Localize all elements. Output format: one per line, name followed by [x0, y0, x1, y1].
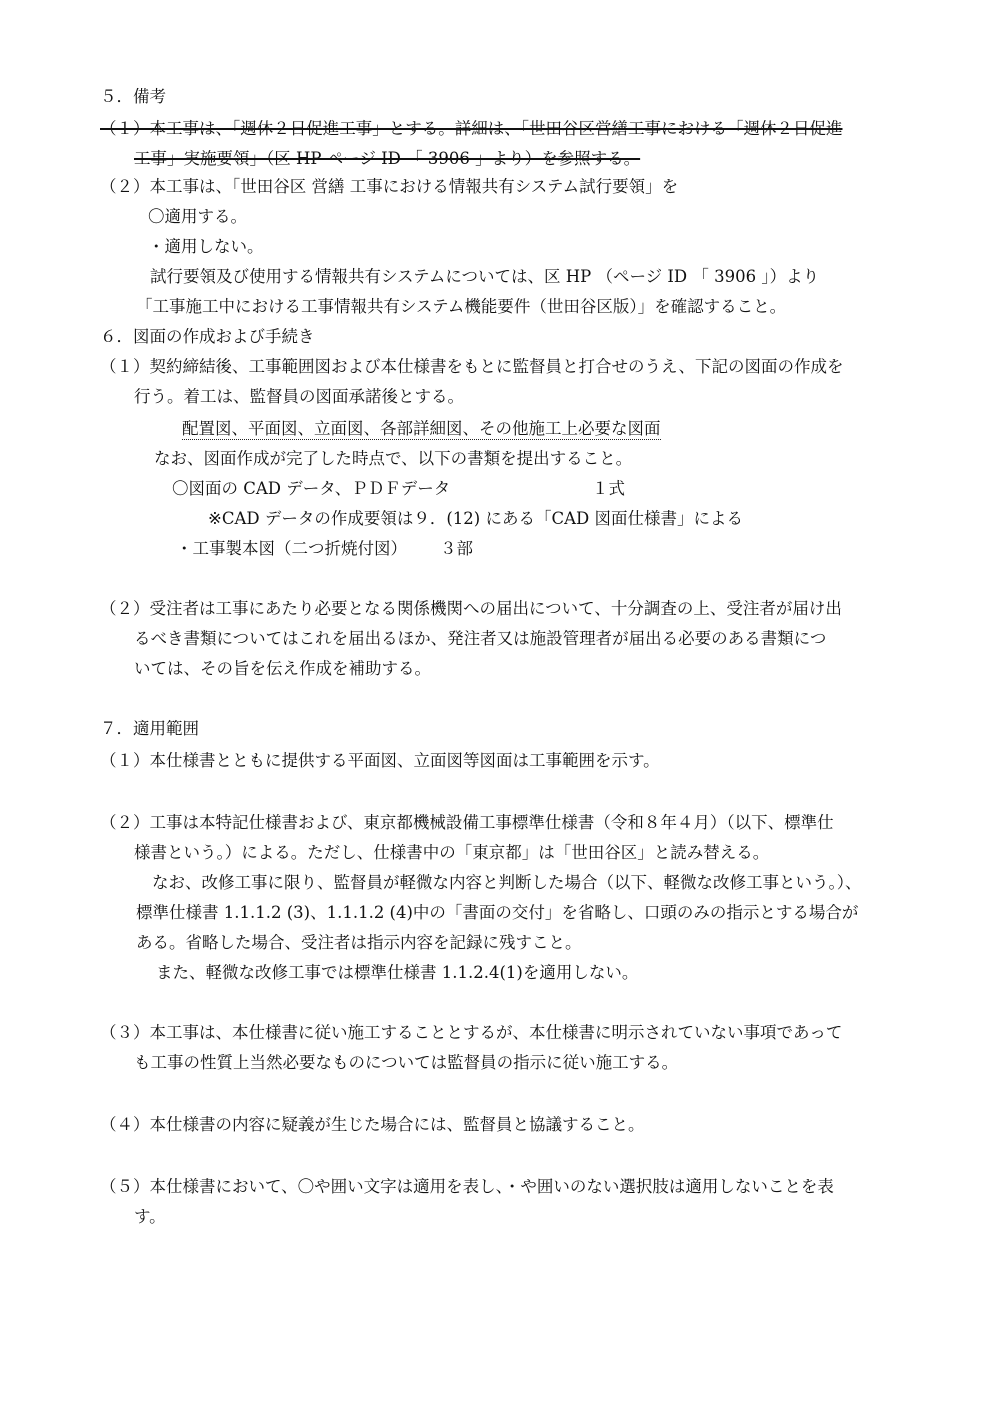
section-7-item-2-line-4: 標準仕様書 1.1.1.2 (3)、1.1.1.2 (4)中の「書面の交付」を省略し、口頭のみの指示とする場合が [136, 903, 859, 922]
section-6-item-1-line-2: 行う。着工は、監督員の図面承諾後とする。 [134, 387, 464, 406]
section-7-item-2-line-2: 様書という。）による。ただし、仕様書中の「東京都」は「世田谷区」と読み替える。 [134, 843, 770, 862]
section-5-item-2-line-1: （２）本工事は、「世田谷区 営繕 工事における情報共有システム試行要領」を [100, 177, 679, 196]
section-6-item-2-line-2: るべき書類についてはこれを届出るほか、発注者又は施設管理者が届出る必要のある書類につ [134, 629, 827, 648]
section-7-item-4: （４）本仕様書の内容に疑義が生じた場合には、監督員と協議すること。 [100, 1115, 645, 1134]
section-7-item-2-line-1: （２）工事は本特記仕様書および、東京都機械設備工事標準仕様書（令和８年４月）（以下、標準仕 [100, 813, 834, 832]
section-7-item-5-line-1: （５）本仕様書において、〇や囲い文字は適用を表し、・や囲いのない選択肢は適用しないことを表 [100, 1177, 834, 1196]
section-6-heading: ６．図面の作成および手続き [100, 327, 315, 346]
section-6-item-2-line-3: いては、その旨を伝え作成を補助する。 [134, 659, 431, 678]
section-5-item-1-line-2: 工事」実施要領」（区 HP ページ ID 「 3906 」より）を参照する。 [134, 149, 641, 168]
section-6-item-1-line-1: （１）契約締結後、工事範囲図および本仕様書をもとに監督員と打合せのうえ、下記の図面の作成を [100, 357, 844, 376]
section-6-bound-quantity: ３部 [440, 539, 473, 558]
section-6-item-2-line-1: （２）受注者は工事にあたり必要となる関係機関への届出について、十分調査の上、受注者が届け出 [100, 599, 842, 618]
section-7-item-5-line-2: す。 [134, 1207, 166, 1226]
section-7-item-3-line-1: （３）本工事は、本仕様書に従い施工することとするが、本仕様書に明示されていない事項であって [100, 1023, 843, 1042]
section-6-drawing-list [182, 418, 661, 440]
section-7-item-2-line-5: ある。省略した場合、受注者は指示内容を記録に残すこと。 [136, 933, 582, 952]
section-7-item-3-line-2: も工事の性質上当然必要なものについては監督員の指示に従い施工する。 [134, 1053, 679, 1072]
section-6-cad-quantity: １式 [592, 479, 625, 498]
section-6-submission-note: なお、図面作成が完了した時点で、以下の書類を提出すること。 [154, 449, 633, 468]
section-6-cad-label: 〇図面の CAD データ、ＰＤＦデータ [172, 479, 451, 498]
section-7-item-2-line-6: また、軽微な改修工事では標準仕様書 1.1.2.4(1)を適用しない。 [156, 963, 639, 982]
drawing-list-text: 配置図、平面図、立面図、各部詳細図、その他施工上必要な図面 [182, 419, 661, 438]
section-5-item-2-note-line-1: 試行要領及び使用する情報共有システムについては、区 HP （ページ ID 「 3906 」）より [150, 267, 820, 286]
section-5-item-2-note-line-2: 「工事施工中における工事情報共有システム機能要件（世田谷区版）」を確認すること。 [136, 297, 787, 316]
section-5-item-2-option-apply: 〇適用する。 [148, 207, 247, 226]
section-7-heading: ７．適用範囲 [100, 719, 199, 738]
section-7-item-2-line-3: なお、改修工事に限り、監督員が軽微な内容と判断した場合（以下、軽微な改修工事という。）、 [152, 873, 862, 892]
section-6-cad-note: ※CAD データの作成要領は９．(12) にある「CAD 図面仕様書」による [208, 509, 743, 528]
section-5-heading: ５．備考 [100, 87, 166, 106]
section-5-item-1-line-1: （１）本工事は、「週休２日促進工事」とする。詳細は、「世田谷区営繕工事における「週休２日促進 [100, 119, 843, 138]
section-6-bound-label: ・工事製本図（二つ折焼付図） [176, 539, 407, 558]
section-7-item-1: （１）本仕様書とともに提供する平面図、立面図等図面は工事範囲を示す。 [100, 751, 660, 770]
section-5-item-2-option-not-apply: ・適用しない。 [148, 237, 264, 256]
